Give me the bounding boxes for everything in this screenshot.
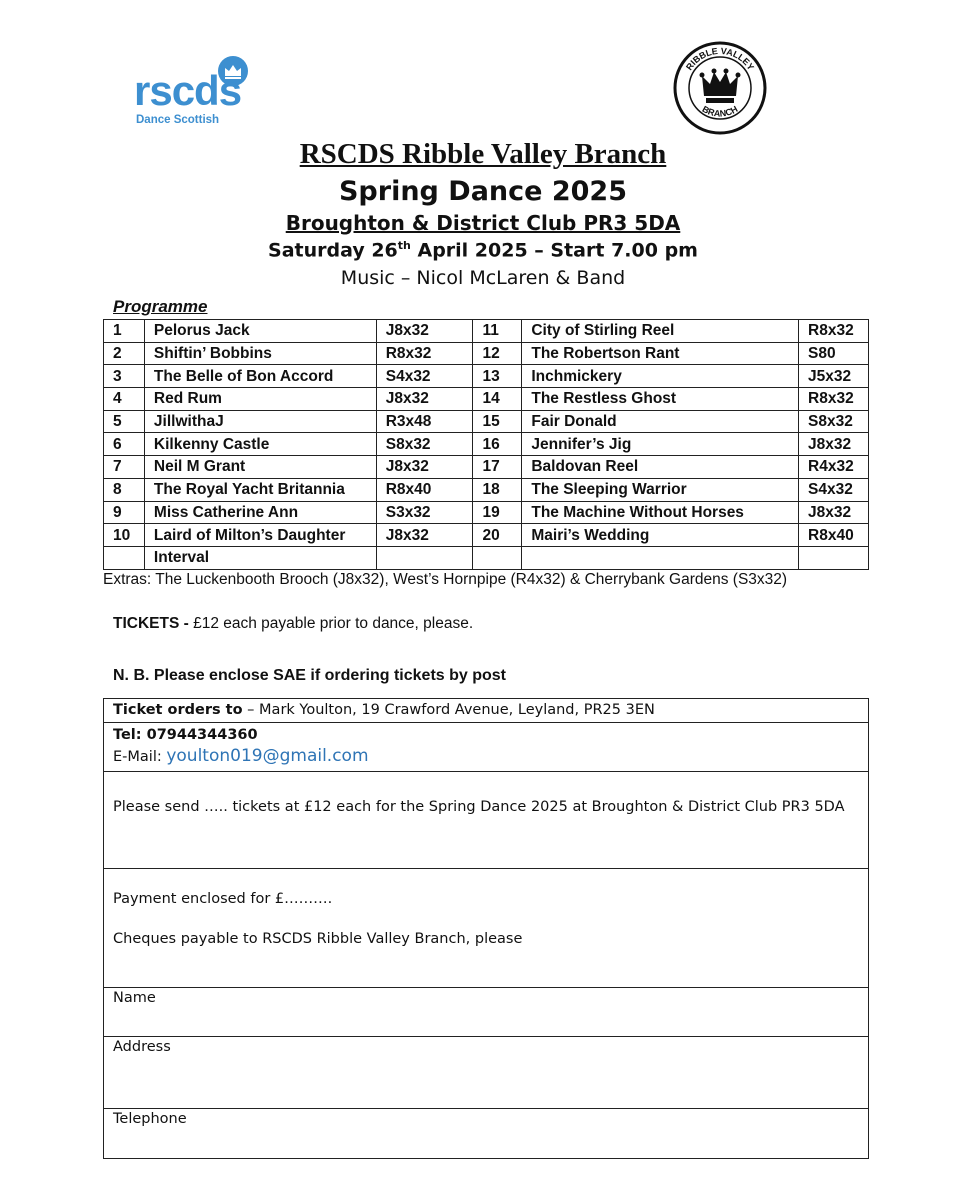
dance-name: Laird of Milton’s Daughter [144, 524, 376, 547]
dance-formation: R8x32 [799, 388, 869, 411]
date-ordinal: th [397, 239, 411, 252]
table-row [104, 410, 869, 433]
dance-name: City of Stirling Reel [522, 320, 799, 343]
address-field[interactable] [104, 1036, 868, 1108]
tickets-line [113, 615, 473, 633]
dance-name: JillwithaJ [144, 410, 376, 433]
table-row [104, 365, 869, 388]
table-row [104, 478, 869, 501]
dance-name: The Royal Yacht Britannia [144, 478, 376, 501]
dance-number: 20 [473, 524, 522, 547]
dance-name: Mairi’s Wedding [522, 524, 799, 547]
rscds-logo [132, 52, 257, 132]
ribble-valley-branch-logo [672, 40, 768, 136]
dance-formation: R8x32 [799, 320, 869, 343]
dance-formation: J8x32 [376, 388, 473, 411]
table-row [104, 501, 869, 524]
dance-name: Baldovan Reel [522, 456, 799, 479]
dance-formation: J8x32 [376, 524, 473, 547]
dance-formation: S8x32 [799, 410, 869, 433]
music-line: Music – Nicol McLaren & Band [340, 267, 626, 289]
please-send-row: Please send ….. tickets at £12 each for the Spring Dance 2025 at Broughton & District Club PR3 5DA [104, 771, 868, 868]
dance-number: 1 [104, 320, 145, 343]
dance-formation: R3x48 [376, 410, 473, 433]
payment-row [104, 868, 868, 987]
telephone-field[interactable] [104, 1108, 868, 1158]
dance-formation: R8x32 [376, 342, 473, 365]
table-row [104, 388, 869, 411]
dance-number: 19 [473, 501, 522, 524]
rscds-logo-tagline: Dance Scottish [136, 114, 220, 126]
dance-number: 16 [473, 433, 522, 456]
table-row [104, 546, 869, 569]
address-label: Address [113, 1039, 171, 1055]
rscds-logo-wordmark: rscds [134, 67, 242, 114]
logo-ring-top-text: RIBBLE VALLEY [683, 45, 757, 73]
dance-name: The Robertson Rant [522, 342, 799, 365]
dance-number [104, 546, 145, 569]
logo-ring-bottom-text: BRANCH [700, 103, 740, 119]
ticket-orders-label: Ticket orders to [113, 702, 243, 718]
table-row [104, 433, 869, 456]
dance-formation: R4x32 [799, 456, 869, 479]
dance-formation: S4x32 [376, 365, 473, 388]
dance-name [522, 546, 799, 569]
dance-formation: S3x32 [376, 501, 473, 524]
tickets-label: TICKETS - [113, 615, 189, 632]
ticket-orders-row [104, 699, 868, 722]
dance-formation: R8x40 [376, 478, 473, 501]
dance-number: 9 [104, 501, 145, 524]
dance-name: The Belle of Bon Accord [144, 365, 376, 388]
dance-name: Neil M Grant [144, 456, 376, 479]
dance-name: Pelorus Jack [144, 320, 376, 343]
tel-line: Tel: 07944344360 [113, 727, 258, 743]
dance-name: Interval [144, 546, 376, 569]
dance-number: 17 [473, 456, 522, 479]
dance-number: 10 [104, 524, 145, 547]
dance-number: 2 [104, 342, 145, 365]
table-row [104, 342, 869, 365]
name-label: Name [113, 990, 156, 1006]
event-title: Spring Dance 2025 [338, 176, 627, 207]
table-row [104, 524, 869, 547]
dance-name: Inchmickery [522, 365, 799, 388]
dance-number: 6 [104, 433, 145, 456]
email-line [113, 746, 859, 768]
dance-name: Miss Catherine Ann [144, 501, 376, 524]
dance-name: Kilkenny Castle [144, 433, 376, 456]
dance-number: 4 [104, 388, 145, 411]
email-link[interactable]: youlton019@gmail.com [166, 746, 369, 766]
sae-note: N. B. Please enclose SAE if ordering tickets by post [113, 667, 507, 684]
dance-name: Fair Donald [522, 410, 799, 433]
extras-line: Extras: The Luckenbooth Brooch (J8x32), West’s Hornpipe (R4x32) & Cherrybank Gardens (S3x32) [103, 571, 788, 588]
dance-formation: S80 [799, 342, 869, 365]
dance-formation [799, 546, 869, 569]
branch-title: RSCDS Ribble Valley Branch [299, 138, 667, 170]
dance-name: Jennifer’s Jig [522, 433, 799, 456]
dance-formation: J8x32 [376, 320, 473, 343]
dance-formation [376, 546, 473, 569]
dance-formation: J8x32 [799, 433, 869, 456]
dance-formation: J8x32 [376, 456, 473, 479]
dance-formation: S8x32 [376, 433, 473, 456]
dance-name: The Machine Without Horses [522, 501, 799, 524]
dance-number: 12 [473, 342, 522, 365]
dance-formation: S4x32 [799, 478, 869, 501]
event-date [0, 239, 966, 261]
dance-number: 7 [104, 456, 145, 479]
cheques-line: Cheques payable to RSCDS Ribble Valley Branch, please [113, 931, 523, 947]
dance-formation: J5x32 [799, 365, 869, 388]
table-row [104, 320, 869, 343]
dance-formation: J8x32 [799, 501, 869, 524]
dance-number: 3 [104, 365, 145, 388]
dance-number: 8 [104, 478, 145, 501]
contact-row [104, 722, 868, 771]
dance-number: 11 [473, 320, 522, 343]
tickets-text: £12 each payable prior to dance, please. [188, 615, 474, 632]
dance-name: Red Rum [144, 388, 376, 411]
dance-number [473, 546, 522, 569]
telephone-label: Telephone [113, 1111, 187, 1127]
venue: Broughton & District Club PR3 5DA [285, 211, 681, 235]
dance-name: The Restless Ghost [522, 388, 799, 411]
payment-line: Payment enclosed for £………. [113, 891, 333, 907]
ticket-order-form [103, 698, 869, 1159]
dance-number: 14 [473, 388, 522, 411]
programme-label: Programme [113, 297, 208, 316]
ticket-orders-address: – Mark Youlton, 19 Crawford Avenue, Leyland, PR25 3EN [242, 702, 655, 718]
email-label: E-Mail: [113, 749, 167, 765]
dance-formation: R8x40 [799, 524, 869, 547]
dance-name: The Sleeping Warrior [522, 478, 799, 501]
date-prefix: Saturday 26 [268, 239, 398, 262]
date-suffix: April 2025 – Start 7.00 pm [410, 239, 698, 262]
name-field[interactable] [104, 987, 868, 1036]
table-row [104, 456, 869, 479]
dance-number: 5 [104, 410, 145, 433]
dance-number: 13 [473, 365, 522, 388]
dance-number: 18 [473, 478, 522, 501]
dance-number: 15 [473, 410, 522, 433]
dance-name: Shiftin’ Bobbins [144, 342, 376, 365]
programme-table [103, 319, 869, 570]
